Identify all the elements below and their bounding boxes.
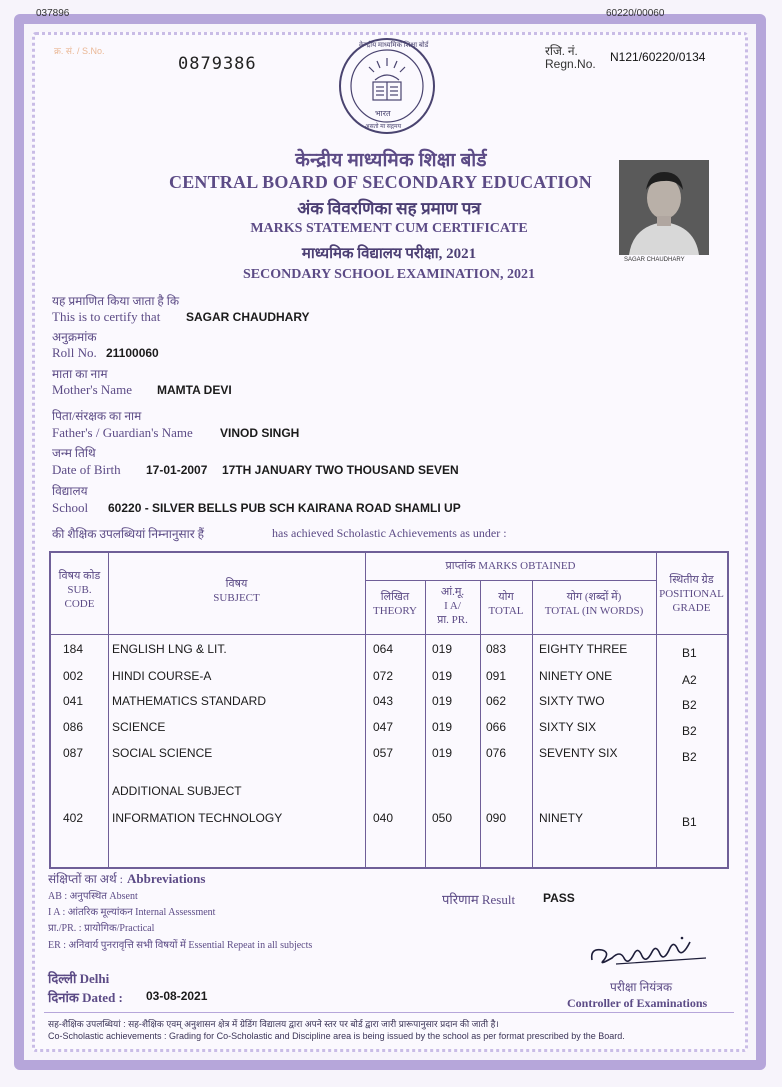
controller-label-english: Controller of Examinations <box>567 996 708 1010</box>
col-ia-header: आं.मू. I A/ प्रा. PR. <box>437 586 468 626</box>
cell-ia: 050 <box>432 811 453 825</box>
roll-label-hindi: अनुक्रमांक <box>52 330 97 344</box>
mother-name: MAMTA DEVI <box>157 383 232 397</box>
cell-grade: B1 <box>682 815 697 829</box>
photo-caption: SAGAR CHAUDHARY <box>624 257 685 263</box>
cell-grade: A2 <box>682 673 697 687</box>
top-left-code: 037896 <box>36 8 70 19</box>
marks-table <box>49 551 729 869</box>
cell-theory: 043 <box>373 694 394 708</box>
cell-words: NINETY <box>539 811 584 825</box>
father-label-english: Father's / Guardian's Name <box>52 425 193 440</box>
cell-words: SIXTY TWO <box>539 694 605 708</box>
student-portrait-icon <box>619 160 709 255</box>
cell-theory: 072 <box>373 669 394 683</box>
seal-motto: असतो मा सद्गमय <box>365 124 402 130</box>
cell-ia: 019 <box>432 669 453 683</box>
roll-number: 21100060 <box>106 346 159 360</box>
cell-ia: 019 <box>432 746 453 760</box>
cell-code: 184 <box>63 642 84 656</box>
dob-label-english: Date of Birth <box>52 462 121 477</box>
col-subject-header: विषय SUBJECT <box>213 578 260 604</box>
roll-label-english: Roll No. <box>52 345 97 360</box>
seal-top-text: केन्द्रीय माध्यमिक शिक्षा बोर्ड <box>359 41 429 49</box>
place-label: दिल्ली Delhi <box>48 971 110 986</box>
cell-subject: ENGLISH LNG & LIT. <box>112 642 227 656</box>
dob-value: 17-01-2007 <box>146 463 208 477</box>
statement-title-english: MARKS STATEMENT CUM CERTIFICATE <box>250 221 528 236</box>
cell-code: 087 <box>63 746 84 760</box>
cell-code: 402 <box>63 811 84 825</box>
abbr-essential-repeat: ER : अनिवार्य पुनरावृत्ति सभी विषयों में Essential Repeat in all subjects <box>48 940 313 951</box>
serial-number: 0879386 <box>178 54 257 74</box>
abbr-practical: प्रा./PR. : प्रायोगिक/Practical <box>48 923 155 934</box>
mother-label-hindi: माता का नाम <box>52 367 108 381</box>
exam-title-english: SECONDARY SCHOOL EXAMINATION, 2021 <box>243 267 535 282</box>
cell-grade: B2 <box>682 750 697 764</box>
certify-label-hindi: यह प्रमाणित किया जाता है कि <box>52 294 180 308</box>
mother-label-english: Mother's Name <box>52 382 132 397</box>
cell-words: NINETY ONE <box>539 669 613 683</box>
achievement-label-english: has achieved Scholastic Achievements as under : <box>272 526 507 540</box>
cell-total: 091 <box>486 669 507 683</box>
col-total-header: योग TOTAL <box>488 591 524 617</box>
controller-label-hindi: परीक्षा नियंत्रक <box>610 980 673 994</box>
regn-number: N121/60220/0134 <box>610 50 706 64</box>
footer-note-hindi: सह-शैक्षिक उपलब्धियां : सह-शैक्षिक एवम् अनुशासन क्षेत्र में ग्रेडिंग विद्यालय द्वारा अपने स्तर पर बोर्ड द्वारा जारी प्रारूपानुसार प्रदान की जाती है। <box>48 1019 499 1029</box>
abbreviations-title: संक्षिप्तों का अर्थ : Abbreviations <box>48 871 206 886</box>
cell-ia: 019 <box>432 694 453 708</box>
cell-words: SIXTY SIX <box>539 720 597 734</box>
additional-subject-label: ADDITIONAL SUBJECT <box>112 784 242 798</box>
achievement-label-hindi: की शैक्षिक उपलब्धियां निम्नानुसार हैं <box>52 527 205 541</box>
cell-grade: B2 <box>682 698 697 712</box>
board-name-hindi: केन्द्रीय माध्यमिक शिक्षा बोर्ड <box>295 150 487 171</box>
student-name: SAGAR CHAUDHARY <box>186 310 310 324</box>
cell-code: 086 <box>63 720 84 734</box>
cell-total: 083 <box>486 642 507 656</box>
col-code-header: विषय कोड SUB. CODE <box>58 570 101 610</box>
result-label: परिणाम Result <box>442 892 516 907</box>
cell-code: 041 <box>63 694 84 708</box>
cell-ia: 019 <box>432 720 453 734</box>
school-value: 60220 - SILVER BELLS PUB SCH KAIRANA ROAD SHAMLI UP <box>108 501 461 515</box>
cell-grade: B1 <box>682 646 697 660</box>
school-label-english: School <box>52 500 89 515</box>
cell-theory: 064 <box>373 642 394 656</box>
dob-words: 17TH JANUARY TWO THOUSAND SEVEN <box>222 463 459 477</box>
cell-ia: 019 <box>432 642 453 656</box>
footer-note-english: Co-Scholastic achievements : Grading for Co-Scholastic and Discipline area is being issued by the school as per format prescribed by the Board. <box>48 1031 625 1041</box>
cell-total: 066 <box>486 720 507 734</box>
marks-obtained-header: प्राप्तांक MARKS OBTAINED <box>445 560 576 572</box>
cell-theory: 040 <box>373 811 394 825</box>
regn-label-english: Regn.No. <box>545 57 596 71</box>
cell-subject: MATHEMATICS STANDARD <box>112 694 267 708</box>
student-photo <box>619 160 709 255</box>
cell-words: SEVENTY SIX <box>539 746 618 760</box>
board-name-english: CENTRAL BOARD OF SECONDARY EDUCATION <box>169 172 592 192</box>
seal-country: भारत <box>375 109 391 118</box>
seal-emblem-icon <box>337 36 437 136</box>
cell-subject: SOCIAL SCIENCE <box>112 746 213 760</box>
result-value: PASS <box>543 891 575 905</box>
top-right-code: 60220/00060 <box>606 8 665 19</box>
statement-title-hindi: अंक विवरणिका सह प्रमाण पत्र <box>297 199 481 218</box>
regn-label-hindi: रजि. नं. <box>545 44 578 58</box>
cbse-seal <box>337 36 437 136</box>
col-theory-header: लिखित THEORY <box>373 591 417 617</box>
exam-title-hindi: माध्यमिक विद्यालय परीक्षा, 2021 <box>301 246 477 262</box>
dob-label-hindi: जन्म तिथि <box>52 446 96 460</box>
abbr-internal-assessment: I A : आंतरिक मूल्यांकन Internal Assessment <box>48 907 216 918</box>
cell-words: EIGHTY THREE <box>539 642 628 656</box>
col-grade-header: स्थितीय ग्रेड POSITIONAL GRADE <box>659 574 724 614</box>
serial-faint-label: क्र. सं. / S.No. <box>54 46 105 56</box>
cell-total: 090 <box>486 811 507 825</box>
cell-subject: HINDI COURSE-A <box>112 669 212 683</box>
controller-signature-icon <box>586 930 716 972</box>
cell-total: 062 <box>486 694 507 708</box>
cell-grade: B2 <box>682 724 697 738</box>
abbr-absent: AB : अनुपस्थित Absent <box>48 891 138 902</box>
issue-date: 03-08-2021 <box>146 989 208 1003</box>
cell-total: 076 <box>486 746 507 760</box>
school-label-hindi: विद्यालय <box>52 484 88 498</box>
dated-label: दिनांक Dated : <box>48 990 123 1005</box>
certify-label-english: This is to certify that <box>52 309 161 324</box>
father-name: VINOD SINGH <box>220 426 300 440</box>
cell-theory: 047 <box>373 720 394 734</box>
cell-theory: 057 <box>373 746 394 760</box>
father-label-hindi: पिता/संरक्षक का नाम <box>52 409 142 423</box>
cell-subject: INFORMATION TECHNOLOGY <box>112 811 283 825</box>
cell-code: 002 <box>63 669 84 683</box>
footer-divider <box>44 1012 734 1013</box>
cell-subject: SCIENCE <box>112 720 166 734</box>
col-words-header: योग (शब्दों में) TOTAL (IN WORDS) <box>544 591 644 617</box>
